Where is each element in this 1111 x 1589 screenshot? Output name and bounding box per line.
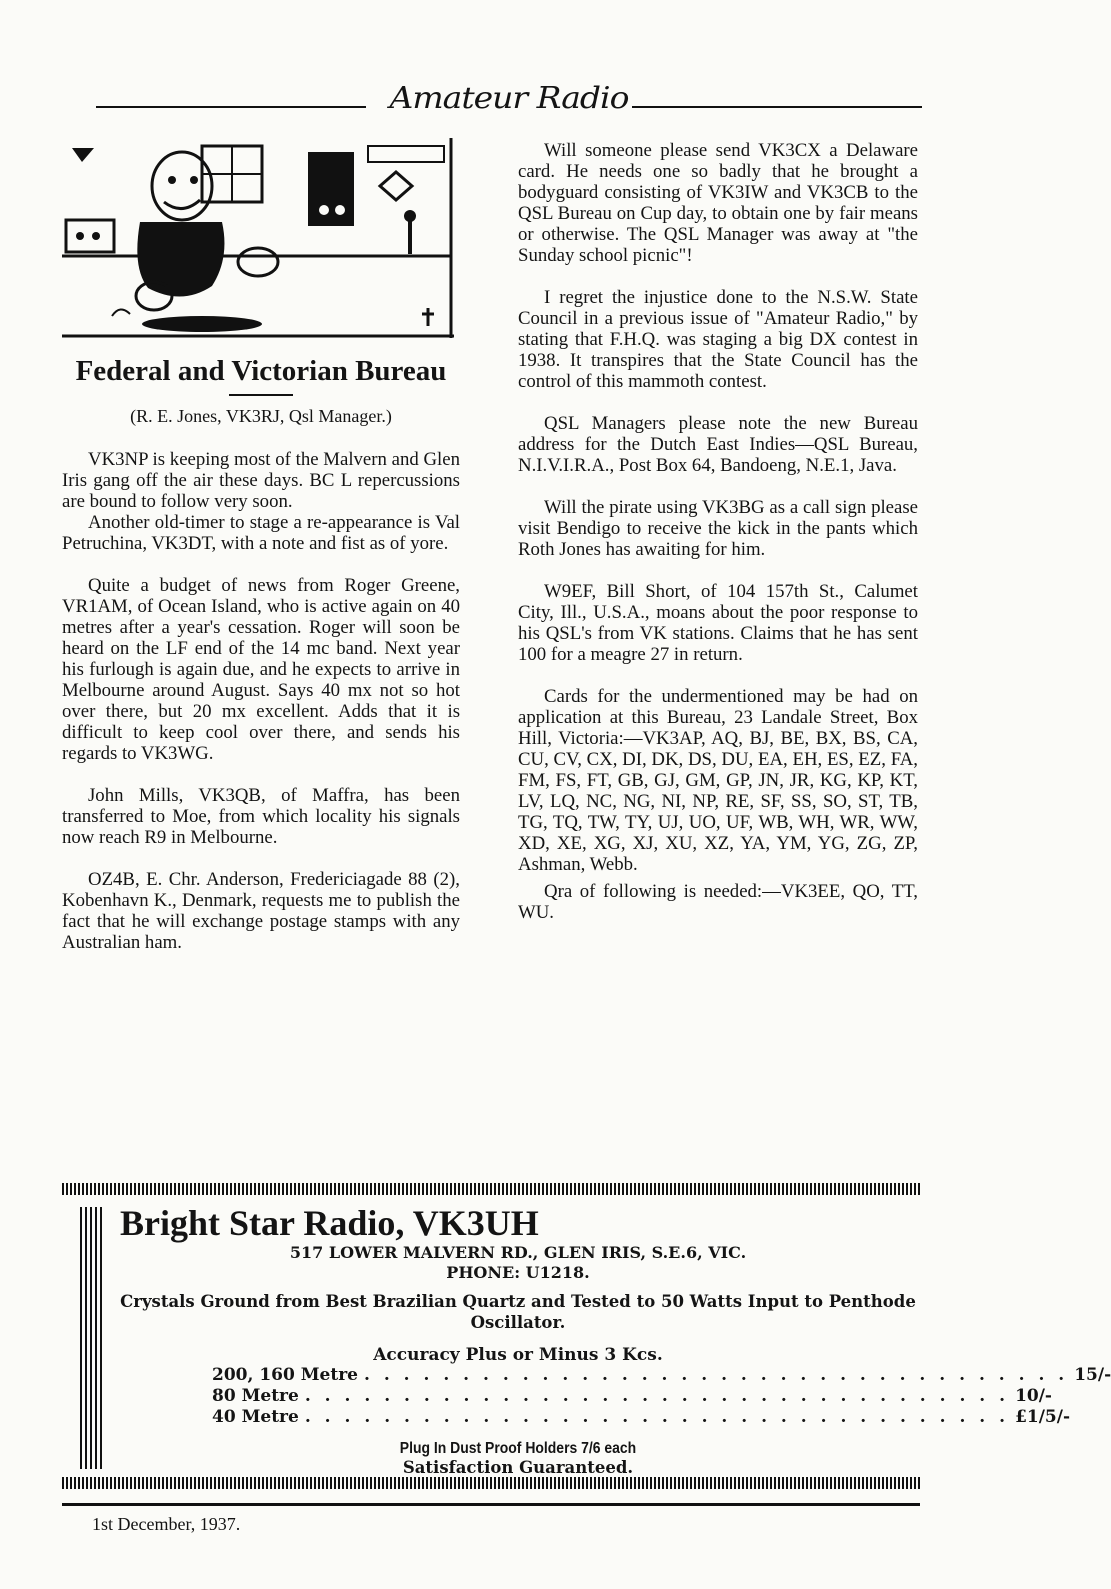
masthead-title: Amateur Radio xyxy=(386,80,633,115)
advertisement xyxy=(62,1183,1111,1503)
right-paragraph: Will the pirate using VK3BG as a call sign please visit Bendigo to receive the kick in the pants which Roth Jones has awaiting for him. xyxy=(518,497,918,560)
ad-company-name: Bright Star Radio, VK3UH xyxy=(120,1203,539,1243)
ad-plug-line: Plug In Dust Proof Holders 7/6 each xyxy=(399,1440,637,1457)
article-heading: Federal and Victorian Bureau xyxy=(75,355,447,387)
right-paragraph: Cards for the undermentioned may be had on application at this Bureau, 23 Landale Street, Box Hill, Victoria:—VK3AP, AQ, BJ, BE, BX, BS, CA, CU, CV, CX, DI, DK, DS, DU, EA, EH, ES, EZ, FA, FM, FS, FT, GB, GJ, GM, GP, JN, JR, KG, KP, KT, LV, LQ, NC, NG, NI, NP, RE, SF, SS, SO, ST, TB, TG, TQ, TW, TY, UJ, UO, UF, WB, WH, WR, WW, XD, XE, XG, XJ, XU, XZ, YA, YM, YG, ZG, ZP, Ashman, Webb. xyxy=(518,686,918,875)
ad-satisfaction: Satisfaction Guaranteed. xyxy=(402,1458,634,1477)
left-paragraph: OZ4B, E. Chr. Anderson, Fredericiagade 88 (2), Kobenhavn K., Denmark, requests me to publish the fact that he will exchange postage stamps with any Australian ham. xyxy=(62,869,460,953)
ad-phone: PHONE: U1218. xyxy=(446,1263,590,1282)
right-paragraph: Qra of following is needed:—VK3EE, QO, TT, WU. xyxy=(518,881,918,923)
left-paragraph: Quite a budget of news from Roger Greene, VR1AM, of Ocean Island, who is active again on 40 metres after a year's cessation. Roger will soon be heard on the LF end of the 14 mc band. Next year his furlough is again due, and he expects to arrive in Melbourne around August. Says 40 mx not so hot over there, but 20 mx excellent. Adds that it is difficult to keep cool over there, and sends his regards to VK3WG. xyxy=(62,575,460,764)
right-paragraph: Will someone please send VK3CX a Delaware card. He needs one so badly that he brought a bodyguard consisting of VK3IW and VK3CB to the QSL Bureau on Cup day, to obtain one by fair means or otherwise. The QSL Manager was away at "the Sunday school picnic"! xyxy=(518,140,918,266)
price-row: 200, 160 Metre . . . . . . . . . . . . . . . . . . . . . . . . . . . . . . . . . . . . 15/- xyxy=(212,1365,1111,1385)
article-byline: (R. E. Jones, VK3RJ, Qsl Manager.) xyxy=(130,406,392,426)
price-value: 15/- xyxy=(1074,1365,1111,1385)
masthead xyxy=(96,78,922,126)
right-column xyxy=(518,140,918,923)
right-paragraph: I regret the injustice done to the N.S.W. State Council in a previous issue of "Amateur Radio," by stating that F.H.Q. was staging a big DX contest in 1938. It transpires that the State Council has the control of this mammoth contest. xyxy=(518,287,918,392)
price-value: 10/- xyxy=(1015,1386,1052,1406)
ad-accuracy: Accuracy Plus or Minus 3 Kcs. xyxy=(373,1345,663,1365)
heading-rule xyxy=(229,394,293,396)
price-label: 200, 160 Metre xyxy=(212,1365,358,1385)
cartoon-illustration xyxy=(62,138,454,342)
ad-border-bottom xyxy=(62,1477,920,1489)
ad-pitch: Crystals Ground from Best Brazilian Quartz and Tested to 50 Watts Input to Penthode Oscillator. xyxy=(120,1292,916,1332)
ad-border-top xyxy=(62,1183,920,1195)
footer-date: 1st December, 1937. xyxy=(92,1514,241,1534)
price-value: £1/5/- xyxy=(1015,1407,1071,1427)
ad-address: 517 LOWER MALVERN RD., GLEN IRIS, S.E.6, VIC. xyxy=(289,1243,747,1262)
right-paragraph: W9EF, Bill Short, of 104 157th St., Calumet City, Ill., U.S.A., moans about the poor response to his QSL's from VK stations. Claims that he has sent 100 for a meagre 27 in return. xyxy=(518,581,918,665)
left-paragraph: Another old-timer to stage a re-appearance is Val Petruchina, VK3DT, with a note and fist as of yore. xyxy=(62,512,460,554)
price-row: 40 Metre . . . . . . . . . . . . . . . . . . . . . . . . . . . . . . . . . . . . £1/5/- xyxy=(212,1407,1071,1427)
ad-content xyxy=(120,1203,1111,1477)
ad-border-left xyxy=(80,1207,104,1469)
left-column xyxy=(62,352,460,974)
right-paragraph: QSL Managers please note the new Bureau address for the Dutch East Indies—QSL Bureau, N.I.V.I.R.A., Post Box 64, Bandoeng, N.E.1, Java. xyxy=(518,413,918,476)
price-row: 80 Metre . . . . . . . . . . . . . . . . . . . . . . . . . . . . . . . . . . . . 10/- xyxy=(212,1386,1052,1406)
left-paragraph: VK3NP is keeping most of the Malvern and Glen Iris gang off the air these days. BC L repercussions are bound to follow very soon. xyxy=(62,449,460,512)
price-label: 40 Metre xyxy=(212,1407,299,1427)
price-label: 80 Metre xyxy=(212,1386,299,1406)
left-paragraph: John Mills, VK3QB, of Maffra, has been transferred to Moe, from which locality his signals now reach R9 in Melbourne. xyxy=(62,785,460,848)
footer-rule xyxy=(62,1503,920,1506)
